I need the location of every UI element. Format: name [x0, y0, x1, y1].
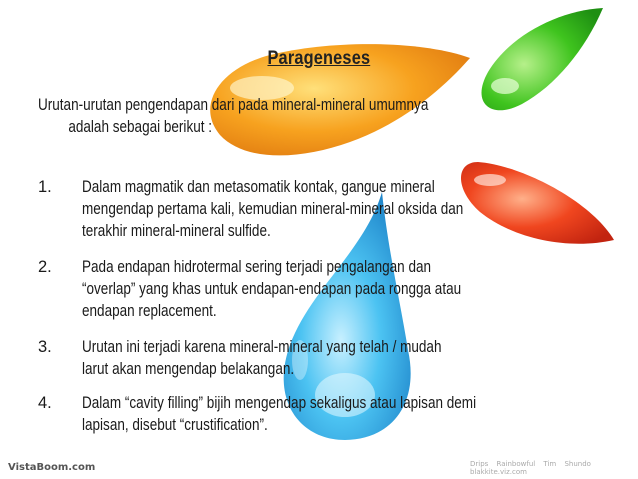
list-item-line: larut akan mengendap belakangan.	[82, 360, 295, 378]
list-item-line: endapan replacement.	[82, 302, 217, 320]
list-item-number: 3.	[38, 338, 52, 356]
list-item-line: mengendap pertama kali, kemudian mineral-mineral oksida dan	[82, 200, 464, 218]
list-item-line: Dalam “cavity filling” bijih mengendap sekaligus atau lapisan demi	[82, 394, 477, 412]
list-item-number: 1.	[38, 178, 52, 196]
vistaboom-logo: VistaBoom.com	[8, 462, 96, 473]
intro-paragraph	[38, 94, 596, 138]
intro-line: adalah sebagai berikut :	[68, 118, 213, 136]
slide-title: Parageneses	[267, 48, 371, 69]
list-item-line: terakhir mineral-mineral sulfide.	[82, 222, 271, 240]
footer-credits: Drips Rainbowful Tim Shundo blakkite.viz.com	[470, 460, 591, 476]
list-item-line: Pada endapan hidrotermal sering terjadi pengalangan dan	[82, 258, 432, 276]
list-item-line: lapisan, disebut “crustification”.	[82, 416, 268, 434]
list-item-line: Dalam magmatik dan metasomatik kontak, gangue mineral	[82, 178, 435, 196]
list-item-number: 4.	[38, 394, 52, 412]
list-item-line: “overlap” yang khas untuk endapan-endapan pada rongga atau	[82, 280, 462, 298]
intro-line: Urutan-urutan pengendapan dari pada mineral-mineral umumnya	[38, 96, 429, 114]
list-item-number: 2.	[38, 258, 52, 276]
list-item-line: Urutan ini terjadi karena mineral-mineral yang telah / mudah	[82, 338, 442, 356]
